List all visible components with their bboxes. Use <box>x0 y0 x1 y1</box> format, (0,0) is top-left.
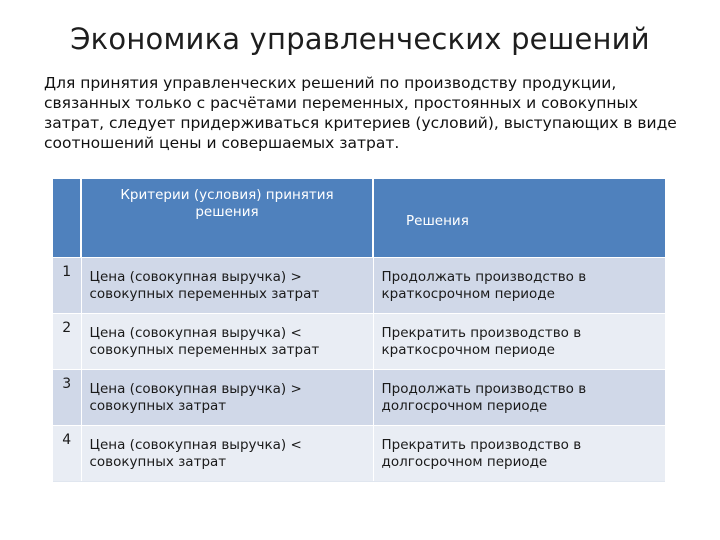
row-condition: Цена (совокупная выручка) > совокупных затрат <box>81 370 373 426</box>
row-condition: Цена (совокупная выручка) > совокупных переменных затрат <box>81 258 373 314</box>
row-number: 4 <box>53 426 81 482</box>
table-row <box>53 258 665 314</box>
table-row <box>53 426 665 482</box>
row-number: 2 <box>53 314 81 370</box>
slide-title: Экономика управленческих решений <box>70 22 650 56</box>
criteria-table <box>53 179 665 482</box>
row-decision: Прекратить производство в долгосрочном периоде <box>373 426 665 482</box>
row-decision: Продолжать производство в долгосрочном периоде <box>373 370 665 426</box>
row-number: 1 <box>53 258 81 314</box>
table-row <box>53 314 665 370</box>
row-condition: Цена (совокупная выручка) < совокупных затрат <box>81 426 373 482</box>
header-number <box>53 179 81 258</box>
row-decision: Прекратить производство в краткосрочном периоде <box>373 314 665 370</box>
header-solutions: Решения <box>373 179 665 258</box>
row-condition: Цена (совокупная выручка) < совокупных переменных затрат <box>81 314 373 370</box>
row-number: 3 <box>53 370 81 426</box>
table-header-row <box>53 179 665 258</box>
row-decision: Продолжать производство в краткосрочном периоде <box>373 258 665 314</box>
table-row <box>53 370 665 426</box>
header-criteria: Критерии (условия) принятия решения <box>81 179 373 258</box>
intro-paragraph: Для принятия управленческих решений по производству продукции, связанных только с расчётами переменных, простоянных и совокупных затрат, следует придерживаться критериев (условий), выступающих в виде соотношений цены и совершаемых затрат. <box>44 74 677 152</box>
